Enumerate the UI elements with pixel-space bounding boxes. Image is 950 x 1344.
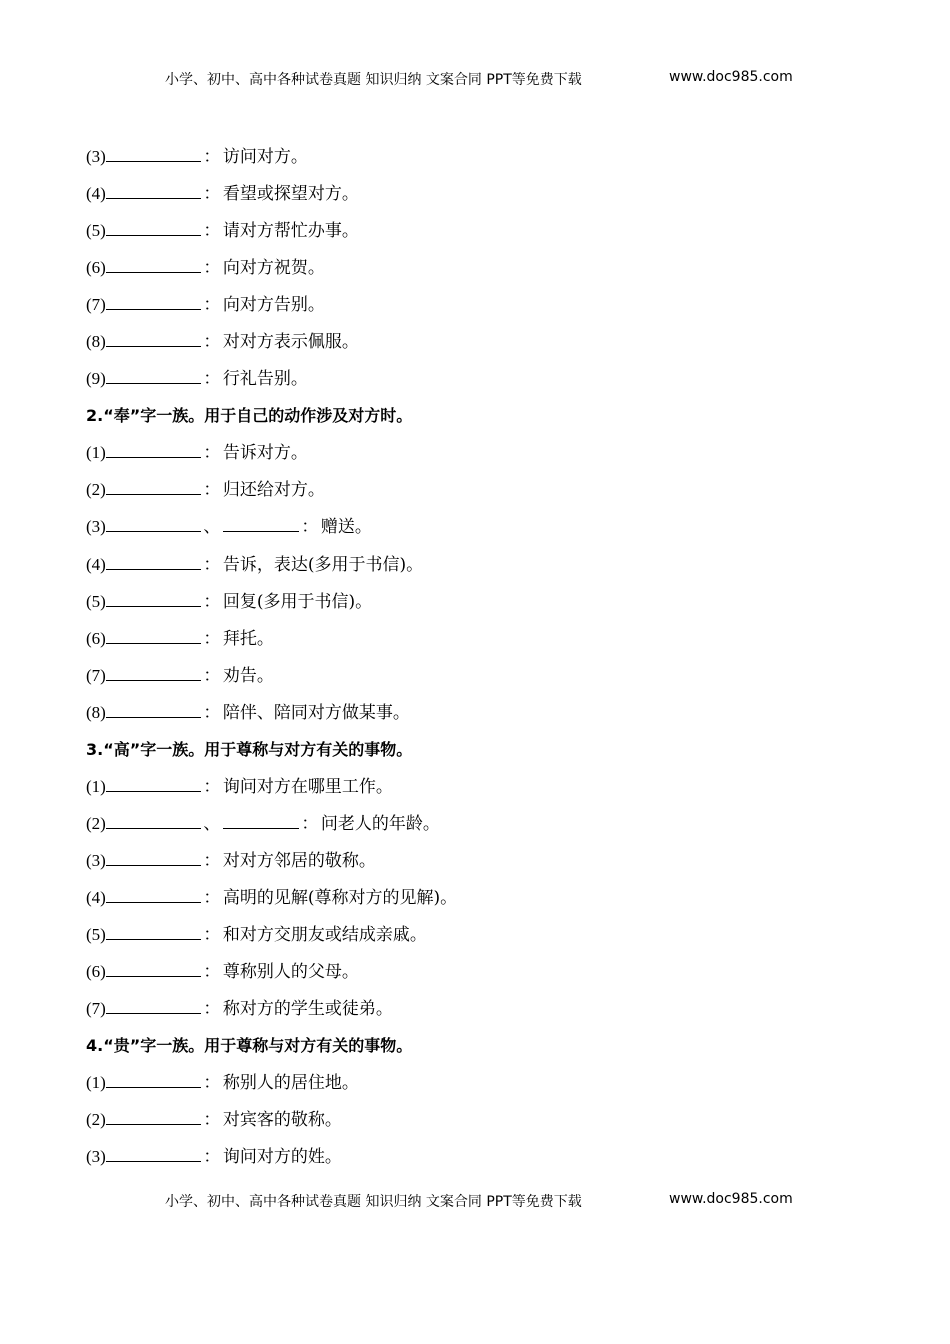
item-description: 对宾客的敬称。 <box>222 1110 342 1131</box>
answer-blank[interactable] <box>106 439 201 458</box>
item-description: 称别人的居住地。 <box>222 1073 359 1094</box>
list-item <box>86 921 886 958</box>
footer-site[interactable]: www.doc985.com <box>669 1191 793 1207</box>
colon: ： <box>203 295 221 316</box>
colon: ： <box>203 665 221 686</box>
item-number: (3) <box>86 850 106 870</box>
section-heading <box>86 1032 886 1069</box>
section-number: 4 <box>86 1036 98 1056</box>
item-number: (8) <box>86 702 106 722</box>
separator: 、 <box>203 517 221 538</box>
list-item <box>86 810 886 847</box>
list-item <box>86 551 886 588</box>
answer-blank[interactable] <box>106 328 201 347</box>
colon: ： <box>203 221 221 242</box>
item-description: 高明的见解(尊称对方的见解)。 <box>222 887 458 908</box>
item-description: 请对方帮忙办事。 <box>222 221 359 242</box>
item-number: (5) <box>86 591 106 611</box>
colon: ： <box>203 258 221 279</box>
section-heading <box>86 736 886 773</box>
answer-blank[interactable] <box>106 588 201 607</box>
colon: ： <box>203 443 221 464</box>
colon: ： <box>203 1147 221 1168</box>
colon: ： <box>203 591 221 612</box>
item-description: 和对方交朋友或结成亲戚。 <box>222 924 427 945</box>
separator: 、 <box>203 813 221 834</box>
list-item <box>86 1069 886 1106</box>
item-number: (3) <box>86 517 106 537</box>
answer-blank[interactable] <box>106 884 201 903</box>
section-title: .“贵”字一族。用于尊称与对方有关的事物。 <box>97 1036 413 1056</box>
colon: ： <box>301 517 319 538</box>
header-site[interactable]: www.doc985.com <box>669 69 793 85</box>
list-item <box>86 995 886 1032</box>
item-number: (3) <box>86 1147 106 1167</box>
item-number: (6) <box>86 962 106 982</box>
colon: ： <box>203 702 221 723</box>
item-number: (4) <box>86 554 106 574</box>
answer-blank[interactable] <box>106 699 201 718</box>
answer-blank[interactable] <box>106 995 201 1014</box>
answer-blank[interactable] <box>106 217 201 236</box>
answer-blank-2[interactable] <box>223 810 299 829</box>
answer-blank[interactable] <box>106 513 201 532</box>
item-description: 告诉，表达(多用于书信)。 <box>222 554 424 575</box>
colon: ： <box>203 999 221 1020</box>
item-number: (4) <box>86 887 106 907</box>
list-item <box>86 1143 886 1180</box>
list-item <box>86 328 886 365</box>
list-item <box>86 365 886 402</box>
answer-blank[interactable] <box>106 662 201 681</box>
answer-blank[interactable] <box>106 1143 201 1162</box>
answer-blank-2[interactable] <box>223 513 299 532</box>
colon: ： <box>203 776 221 797</box>
section-number: 2 <box>86 406 98 426</box>
list-item <box>86 513 886 550</box>
colon: ： <box>203 628 221 649</box>
answer-blank[interactable] <box>106 773 201 792</box>
list-item <box>86 699 886 736</box>
item-number: (2) <box>86 1110 106 1130</box>
list-item <box>86 884 886 921</box>
list-item <box>86 588 886 625</box>
item-description: 对对方表示佩服。 <box>222 332 359 353</box>
section-heading <box>86 402 886 439</box>
item-description: 尊称别人的父母。 <box>222 962 359 983</box>
colon: ： <box>203 924 221 945</box>
item-number: (1) <box>86 443 106 463</box>
colon: ： <box>203 184 221 205</box>
item-number: (6) <box>86 628 106 648</box>
item-number: (2) <box>86 480 106 500</box>
item-description: 看望或探望对方。 <box>222 184 359 205</box>
item-number: (7) <box>86 295 106 315</box>
answer-blank[interactable] <box>106 143 201 162</box>
colon: ： <box>203 147 221 167</box>
answer-blank[interactable] <box>106 958 201 977</box>
item-number: (7) <box>86 665 106 685</box>
item-description: 行礼告别。 <box>222 369 308 390</box>
colon: ： <box>203 369 221 390</box>
colon: ： <box>203 1110 221 1131</box>
header-text: 小学、初中、高中各种试卷真题 知识归纳 文案合同 PPT等免费下载 <box>165 72 582 88</box>
list-item <box>86 143 886 180</box>
answer-blank[interactable] <box>106 254 201 273</box>
answer-blank[interactable] <box>106 180 201 199</box>
colon: ： <box>203 480 221 501</box>
answer-blank[interactable] <box>106 625 201 644</box>
list-item <box>86 847 886 884</box>
colon: ： <box>203 962 221 983</box>
list-item <box>86 773 886 810</box>
item-number: (6) <box>86 258 106 278</box>
item-number: (8) <box>86 332 106 352</box>
item-description: 称对方的学生或徒弟。 <box>222 999 393 1020</box>
item-number: (1) <box>86 776 106 796</box>
list-item <box>86 180 886 217</box>
answer-blank[interactable] <box>106 1069 201 1088</box>
worksheet-content <box>86 143 886 1180</box>
item-description: 对对方邻居的敬称。 <box>222 850 376 871</box>
answer-blank[interactable] <box>106 365 201 384</box>
item-description: 拜托。 <box>222 628 274 649</box>
item-description: 向对方祝贺。 <box>222 258 325 279</box>
colon: ： <box>203 332 221 353</box>
item-number: (2) <box>86 813 106 833</box>
footer-text: 小学、初中、高中各种试卷真题 知识归纳 文案合同 PPT等免费下载 <box>165 1194 582 1210</box>
item-description: 回复(多用于书信)。 <box>222 591 373 612</box>
item-number: (7) <box>86 999 106 1019</box>
item-description: 问老人的年龄。 <box>320 813 440 834</box>
list-item <box>86 254 886 291</box>
list-item <box>86 476 886 513</box>
colon: ： <box>301 813 319 834</box>
list-item <box>86 625 886 662</box>
item-description: 劝告。 <box>222 665 274 686</box>
list-item <box>86 958 886 995</box>
answer-blank[interactable] <box>106 476 201 495</box>
colon: ： <box>203 1073 221 1094</box>
item-description: 询问对方的姓。 <box>222 1147 342 1168</box>
item-number: (5) <box>86 221 106 241</box>
item-number: (1) <box>86 1073 106 1093</box>
item-number: (9) <box>86 369 106 389</box>
section-title: .“奉”字一族。用于自己的动作涉及对方时。 <box>97 406 413 426</box>
colon: ： <box>203 554 221 575</box>
item-description: 赠送。 <box>320 517 372 538</box>
list-item <box>86 291 886 328</box>
item-description: 告诉对方。 <box>222 443 308 464</box>
item-description: 询问对方在哪里工作。 <box>222 776 393 797</box>
colon: ： <box>203 887 221 908</box>
colon: ： <box>203 850 221 871</box>
item-description: 陪伴、陪同对方做某事。 <box>222 702 410 723</box>
item-number: (5) <box>86 924 106 944</box>
item-description: 访问对方。 <box>222 147 308 167</box>
section-number: 3 <box>86 739 98 759</box>
item-number: (4) <box>86 184 106 204</box>
section-title: .“高”字一族。用于尊称与对方有关的事物。 <box>97 739 413 759</box>
list-item <box>86 662 886 699</box>
list-item <box>86 217 886 254</box>
answer-blank[interactable] <box>106 551 201 570</box>
answer-blank[interactable] <box>106 921 201 940</box>
answer-blank[interactable] <box>106 291 201 310</box>
list-item <box>86 1106 886 1143</box>
answer-blank[interactable] <box>106 1106 201 1125</box>
list-item <box>86 439 886 476</box>
item-number: (3) <box>86 147 106 166</box>
item-description: 向对方告别。 <box>222 295 325 316</box>
answer-blank[interactable] <box>106 810 201 829</box>
item-description: 归还给对方。 <box>222 480 325 501</box>
answer-blank[interactable] <box>106 847 201 866</box>
